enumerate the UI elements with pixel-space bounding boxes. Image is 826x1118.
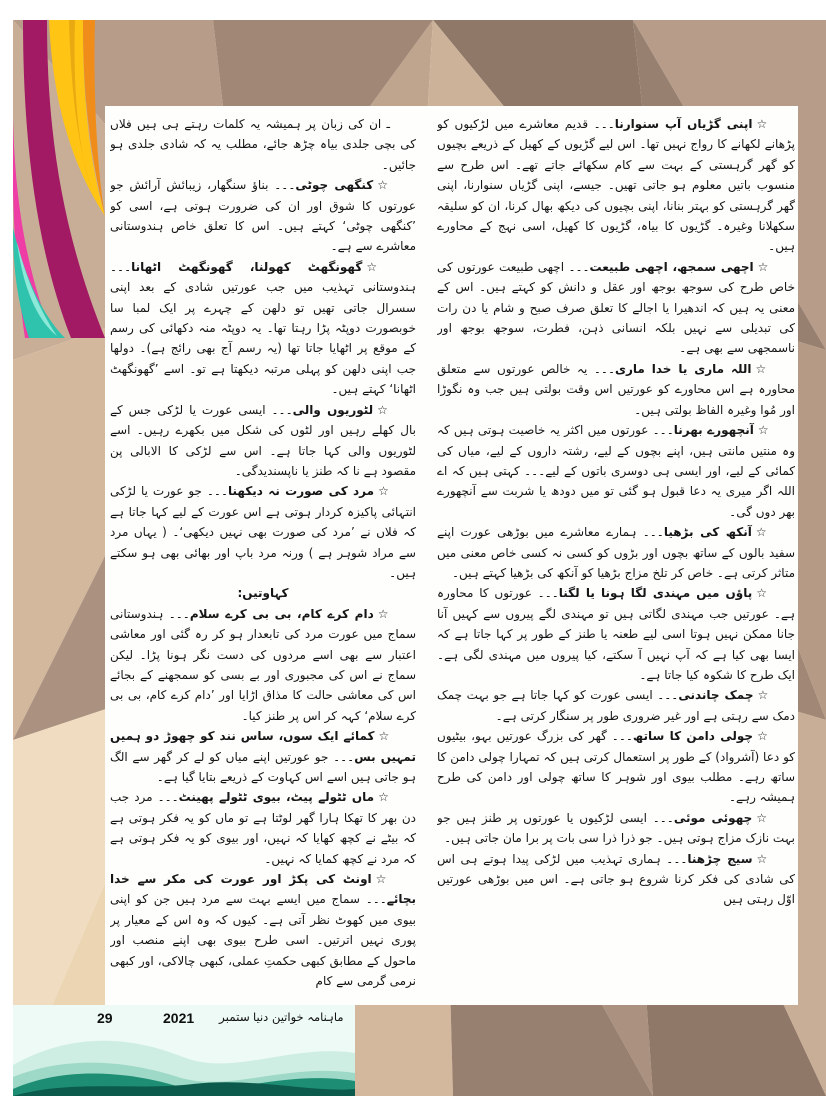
idiom-body: ـ ان کی زبان پر ہمیشہ یہ کلمات رہتے ہی ہیں فلاں کی بچی جلدی بیاہ چڑھ جائے، مطلب یہ کہ شادی جلدی ہو جائیں۔: [110, 117, 416, 172]
idiom-paragraph: [110, 257, 416, 400]
star-icon: ☆: [755, 361, 769, 376]
idiom-paragraph: [437, 849, 795, 910]
idiom-paragraph: [437, 685, 795, 726]
idiom-title: گھونگھٹ کھولنا، گھونگھٹ اٹھانا: [131, 259, 363, 274]
idiom-title: اللہ ماری یا خدا ماری: [614, 361, 752, 376]
idiom-body: ۔۔۔ ایسی عورت کو کہا جاتا ہے جو بہت چمک دمک سے رہتی ہے اور غیر ضروری طور پر سنگار کرتی ہے۔: [437, 688, 795, 723]
idiom-body: ۔۔۔ جو عورت یا لڑکی انتہائی پاکیزہ کردار ہوتی ہے اس عورت کے لیے کہا جاتا ہے کہ فلاں نے ’مرد کی صورت بھی نہیں دیکھی‘۔ ( یہاں مرد سے مراد شوہر ہے ) ورنہ مرد باپ اور بھائی بھی ہو سکتے ہیں۔: [110, 484, 416, 580]
ribbon-decoration: [13, 20, 113, 338]
star-icon: ☆: [377, 178, 390, 193]
idiom-paragraph: [437, 359, 795, 420]
idiom-title: لٹوریوں والی: [292, 402, 374, 417]
star-icon: ☆: [756, 586, 769, 601]
idiom-body: ۔۔۔ سماج میں ایسے بہت سے مرد ہیں جن کو اپنی بیوی میں کھوٹ نظر آتی ہے۔ کیوں کہ وہ اس کے معیار پر پوری نہیں اترتیں۔ اسی طرح بیوی بھی اپنے منصب اور ماحول کے مطابق کبھی حکمتِ عملی، کبھی چالاکی، اور کبھی نرمی گرمی سے کام: [110, 892, 416, 989]
idiom-title: کنگھی چوٹی: [295, 178, 374, 193]
star-icon: ☆: [375, 872, 390, 887]
idiom-title: دام کرے کام، بی بی کرے سلام: [189, 606, 374, 621]
idiom-paragraph: [437, 420, 795, 522]
star-icon: ☆: [377, 402, 390, 417]
idiom-paragraph: [110, 726, 416, 787]
idiom-body: ۔۔۔ گھر کی بزرگ عورتیں بہو، بیٹیوں کو دعا (آشرواد) کے طور پر استعمال کرتی ہیں کہ تمہارا چولی دامن کا ساتھ رہے۔ مطلب بیوی اور شوہر کا ساتھ چولی اور دامن کی طرح ہمیشہ رہے۔: [437, 729, 795, 805]
idiom-body: ۔۔۔ اچھی طبیعت عورتوں کی خاص طرح کی سوجھ بوجھ اور عقل و دانش کو کہتے ہیں۔ اس کے معنی یہ ہیں کہ اندھیرا یا اجالے کا تعلق صرف صبح و شام یا دن رات کی تبدیلی سے نہیں بلکہ انسانی ذہن، فطرت، سوجھ بوجھ اور ناسمجھی سے بھی ہے۔: [437, 259, 795, 356]
page-number: 29: [97, 1010, 113, 1026]
idiom-title: چمک چاندنی: [678, 688, 754, 703]
idiom-paragraph: [437, 583, 795, 685]
idiom-body: ۔۔۔ قدیم معاشرے میں لڑکیوں کو پڑھانے لکھانے کا رواج نہیں تھا۔ اس لیے گڑیوں کے کھیل کے ذریعے بچیوں کو گھر گرہستی کے بہت سے کام سکھائے جاتے تھے۔ اس طرح سے منسوب باتیں معلوم ہو جاتی تھیں۔ جیسے، اپنی گڑیاں سنوارنا، اپنی گھر گرہستی کو بہتر بنانا، اپنی بچیوں کی دیکھ بھال کرنا، ان کو سلیقہ سکھلانا وغیرہ۔ گڑیوں کا بیاہ، گڑیوں کا کھیل، اسی نہج کے محاورے ہیں۔: [437, 117, 795, 254]
idiom-body: ۔۔۔ عورتوں میں اکثر یہ خاصیت ہوتی ہیں کہ وہ منتیں مانتی ہیں، اپنے بچوں کے لیے، رشتہ داروں کے لیے، میاں کی کمائی کے لیے، اور ایسی ہی دوسری باتوں کے لیے۔۔۔ کہتی ہیں کہ اے اللہ اگر میری یہ دعا قبول ہو گئی تو میں دودھ یا شربت سے آنچھورے بھر دوں گی۔: [437, 423, 795, 519]
star-icon: ☆: [757, 423, 770, 438]
idiom-body: ۔۔۔ عورتوں کا محاورہ ہے۔ عورتیں جب مہندی لگاتی ہیں تو مہندی لگے پیروں سے کہیں آنا جانا ممکن نہیں ہوتا اسی لیے طعنہ یا طنز کے طور پر کہا جاتا ہے کہ ایسا بھی کیا ہے کہ آپ نہیں آ سکتے، کیا پیروں میں مہندی لگی ہے۔ ایک طرح کا شکوہ کیا جاتا ہے۔: [437, 586, 795, 682]
star-icon: ☆: [756, 851, 769, 866]
idiom-paragraph: [437, 726, 795, 808]
idiom-paragraph: [110, 481, 416, 583]
idiom-paragraph: [110, 114, 416, 175]
idiom-title: سیج چڑھنا: [687, 851, 753, 866]
idiom-paragraph: [437, 257, 795, 359]
column-left: [110, 114, 416, 999]
star-icon: ☆: [377, 606, 391, 621]
idiom-body: ۔۔۔ جو عورتیں اپنے میاں کو لے کر گھر سے الگ ہو جاتی ہیں اسے اس کہاوت کے ذریعے بتایا گیا ہے۔: [110, 749, 416, 784]
idiom-title: آنچھورے بھرنا: [673, 423, 754, 438]
idiom-body: ۔۔۔ یہ خالص عورتوں سے متعلق محاورہ ہے اس محاورے کو عورتیں اس وقت بولتی ہیں جب وہ نگوڑا اور مُوا وغیرہ الفاظ بولتی ہیں۔: [437, 361, 795, 417]
star-icon: ☆: [756, 810, 769, 825]
footer-info: [13, 1010, 355, 1032]
idiom-title: اونٹ کی پکڑ اور عورت کی مکر سے خدا بچائے: [110, 872, 416, 907]
idiom-title: کہاوتیں:: [237, 586, 289, 601]
article-text-area: [105, 106, 798, 1005]
idiom-paragraph: [110, 400, 416, 482]
idiom-body: ۔۔۔ ایسی لڑکیوں یا عورتوں پر طنز ہیں جو بہت نازک مزاج ہوتی ہیں۔ جو ذرا ذرا سی بات پر برا مان جاتی ہیں۔: [437, 810, 795, 846]
idiom-body: ۔۔۔ ہندوستانی سماج میں عورت مرد کی تابعدار ہو کر رہ گئی اور معاشی اعتبار سے بھی اسے مردوں کی دست نگر ہونا پڑا۔ لیکن سماج نے اس کی مجبوری اور بے بسی کو سمجھنے کے بجائے اس کی معاشی حالت کا مذاق اڑایا اور ’دام کرے کام، بی بی کرے سلام‘ کہہ کر اس پر طنز کیا۔: [110, 606, 416, 723]
star-icon: ☆: [378, 790, 390, 805]
footer-magazine-title: ماہنامہ خواتین دنیا: [253, 1010, 344, 1024]
column-right: [437, 114, 795, 999]
idiom-title: چولی دامن کا ساتھ: [632, 729, 754, 744]
footer-band: [13, 1005, 355, 1096]
idiom-paragraph: [110, 787, 416, 869]
star-icon: ☆: [757, 729, 769, 744]
idiom-body: ۔۔۔ ایسی عورت یا لڑکی جس کے بال کھلے رہیں اور لٹوں کی شکل میں بکھرے رہیں۔ اسے لٹوریوں والی کہا جاتا ہے۔ اس سے لڑکی کا الابالی پن مقصود ہے نا کہ طنز یا ناپسندیدگی۔: [110, 402, 416, 478]
idiom-paragraph: [437, 114, 795, 257]
idiom-title: کمائے ایک سوں، ساس نند کو چھوڑ دو ہمیں تمہیں بس: [110, 729, 416, 764]
footer-year: 2021: [163, 1010, 195, 1026]
idiom-title: اچھی سمجھ، اچھی طبیعت: [589, 259, 754, 274]
idiom-body: ۔۔۔ بناؤ سنگھار، زیبائش آرائش جو عورتوں کا شوق اور ان کی ضرورت ہوتی ہے، اسی کو ’کنگھی چوٹی‘ کہتے ہیں۔ اس کا تعلق خاص ہندوستانی معاشرے سے ہے۔: [110, 178, 416, 254]
star-icon: ☆: [756, 117, 769, 131]
idiom-title: پاؤں میں مہندی لگا ہونا یا لگنا: [558, 586, 753, 601]
star-icon: ☆: [378, 484, 390, 499]
star-icon: ☆: [755, 525, 770, 540]
idiom-title: مرد کی صورت نہ دیکھنا: [228, 484, 375, 499]
star-icon: ☆: [378, 729, 390, 744]
footer-month: ستمبر: [219, 1010, 250, 1024]
idiom-body: ۔۔۔ ہندوستانی تہذیب میں جب عورتیں شادی کے بعد اپنی سسرال جاتی تھیں تو دلھن کے چہرے پر ایک لمبا سا خوبصورت دوپٹہ پڑا رہتا تھا۔ یہ دوپٹہ منہ دکھائی کی رسم کے موقع پر اٹھایا جاتا تھا (یہ رسم آج بھی رائج ہے)۔ دولھا جب اپنی دلھن کو پہلی مرتبہ دیکھتا ہے تو۔ اسے ’گھونگھٹ اٹھانا‘ کہتے ہیں۔: [110, 259, 416, 397]
idiom-title: اپنی گڑیاں آپ سنوارنا: [614, 117, 753, 131]
idiom-title: چھوئی موئی: [673, 810, 753, 825]
idiom-body: ۔۔۔ ہمارے معاشرے میں بوڑھی عورت اپنے سفید بالوں کے ساتھ بچوں اور بڑوں کو کسی نہ کسی خاص معنی میں متاثر کرتی ہے۔ خاص کر تلخ مزاج بڑھیا کو آنکھ کی بڑھیا کہتے ہیں۔: [437, 525, 795, 580]
idiom-paragraph: [110, 175, 416, 257]
section-heading: [110, 583, 416, 603]
star-icon: ☆: [757, 259, 769, 274]
idiom-paragraph: [110, 869, 416, 991]
idiom-body: ۔۔۔ ہماری تہذیب میں لڑکی پیدا ہوتے ہی اس کی شادی کی فکر کرنا شروع ہو جاتی ہے۔ اس میں بوڑھی عورتیں اوّل رہتی ہیں: [437, 851, 795, 907]
idiom-paragraph: [110, 604, 416, 726]
idiom-body: ۔۔۔ مرد جب دن بھر کا تھکا ہارا گھر لوٹتا ہے تو ماں کو یہ فکر ہوتی ہے کہ بیٹے نے کچھ کھایا کہ نہیں، اور بیوی کو یہ فکر ہوتی ہے کہ مرد نے کچھ کمایا کہ نہیں۔: [110, 790, 416, 866]
idiom-paragraph: [437, 808, 795, 849]
idiom-title: ماں ٹٹولے پیٹ، بیوی ٹٹولے پھینٹ: [178, 790, 375, 805]
star-icon: ☆: [757, 688, 769, 703]
idiom-paragraph: [437, 522, 795, 583]
idiom-title: آنکھ کی بڑھیا: [663, 525, 752, 540]
star-icon: ☆: [366, 259, 390, 274]
